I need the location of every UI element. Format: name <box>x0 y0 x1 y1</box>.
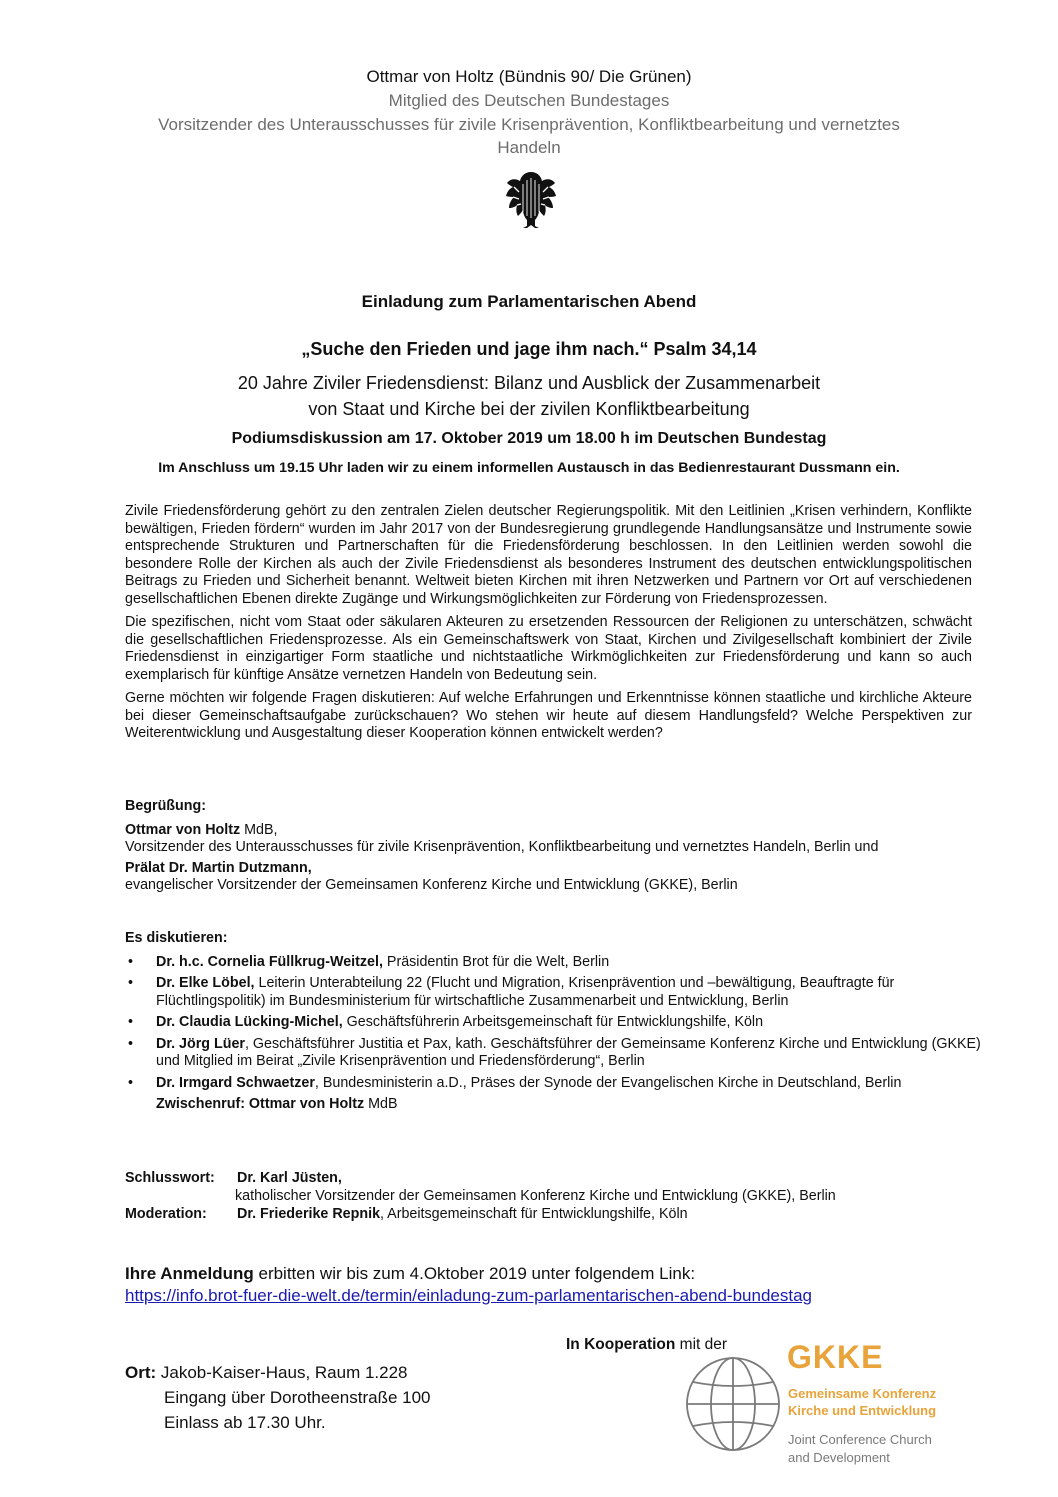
greeting-person-1: Ottmar von Holtz MdB, <box>125 821 278 838</box>
bullet-icon: • <box>128 1035 134 1052</box>
list-item: • Dr. Claudia Lücking-Michel, Geschäftsführerin Arbeitsgemeinschaft für Entwicklungshilfe, Köln <box>128 1014 764 1030</box>
list-item: • Dr. Elke Löbel, Leiterin Unterabteilung 22 (Flucht und Migration, Krisenprävention und –bewältigung, Beauftragte für Flüchtlingspolitik) im Bundesministerium für wirtschaftliche Zusammenarbeit und Entwicklung, Berlin <box>128 975 895 1009</box>
closing-role: katholischer Vorsitzender der Gemeinsamen Konferenz Kirche und Entwicklung (GKKE), Berlin <box>235 1188 836 1204</box>
greeting-section <box>125 798 985 895</box>
invitation-subtitle-2: von Staat und Kirche bei der zivilen Konfliktbearbeitung <box>308 399 750 419</box>
mp-committee: Vorsitzender des Unterausschusses für zivile Krisenprävention, Konfliktbearbeitung und vernetztes <box>158 115 900 134</box>
greeting-person-1-role: Vorsitzender des Unterausschusses für zivile Krisenprävention, Konfliktbearbeitung und vernetztes Handeln, Berlin und <box>125 839 879 855</box>
registration-link[interactable]: https://info.brot-fuer-die-welt.de/termin/einladung-zum-parlamentarischen-abend-bundestag <box>125 1286 812 1305</box>
bullet-icon: • <box>128 1014 134 1030</box>
gkke-acronym: GKKE <box>787 1339 884 1375</box>
bullet-icon: • <box>128 953 134 970</box>
cooperation-note: In Kooperation mit der <box>566 1336 728 1353</box>
bullet-icon: • <box>128 975 134 991</box>
invitation-subtitle-1: 20 Jahre Ziviler Friedensdienst: Bilanz und Ausblick der Zusammenarbeit <box>237 373 821 393</box>
body-text <box>125 503 972 749</box>
panel-heading: Es diskutieren: <box>125 930 228 946</box>
list-item: • Dr. Jörg Lüer, Geschäftsführer Justitia et Pax, kath. Geschäftsführer der Gemeinsame Konferenz Kirche und Entwicklung (GKKE) und Mitglied im Beirat „Zivile Krisenprävention und Friedensförderung“, Berlin <box>128 1035 981 1069</box>
location: Ort: Jakob-Kaiser-Haus, Raum 1.228 Eingang über Dorotheenstraße 100 Einlass ab 17.30 Uhr. <box>125 1363 431 1432</box>
greeting-person-2-role: evangelischer Vorsitzender der Gemeinsamen Konferenz Kirche und Entwicklung (GKKE), Berlin <box>125 877 738 893</box>
mp-role: Mitglied des Deutschen Bundestages <box>388 91 670 110</box>
closing-word: Schlusswort: Dr. Karl Jüsten, <box>125 1170 342 1186</box>
closing-section <box>125 1170 1005 1224</box>
invitation-motto: „Suche den Frieden und jage ihm nach.“ Psalm 34,14 <box>301 339 757 359</box>
mp-name: Ottmar von Holtz (Bündnis 90/ Die Grünen) <box>366 67 692 86</box>
body-paragraph-2: Die spezifischen, nicht vom Staat oder säkularen Akteuren zu ersetzenden Ressourcen der Religionen zu unterschätzen, schwächt die gesellschaftlichen Friedensprozesse. Als ein Gemeinschaftswerk von Staat, Kirchen und Zivilgesellschaft kombiniert der Zivile Friedensdienst in einzigartiger Form staatliche und nichtstaatliche Wirkmöglichkeiten zur Friedensförderung und kann so auch exemplarisch für künftige Ansätze vernetzen Handeln von Bedeutung sein. <box>125 614 972 683</box>
gkke-name-de: Gemeinsame Konferenz Kirche und Entwicklung <box>788 1386 937 1418</box>
body-paragraph-3: Gerne möchten wir folgende Fragen diskutieren: Auf welche Erfahrungen und Erkenntnisse können staatliche und kirchliche Akteure bei dieser Gemeinschaftsaufgabe zurückschauen? Wo stehen wir heute auf diesem Handlungsfeld? Welche Perspektiven zur Weiterentwicklung und Ausgestaltung dieser Kooperation können entwickelt werden? <box>125 690 972 741</box>
globe-icon <box>683 1354 783 1454</box>
bullet-icon: • <box>128 1074 134 1091</box>
invitation-title: Einladung zum Parlamentarischen Abend <box>361 292 697 311</box>
list-item: • Dr. Irmgard Schwaetzer, Bundesministerin a.D., Präses der Synode der Evangelischen Kirche in Deutschland, Berlin <box>128 1074 902 1091</box>
body-paragraph-1: Zivile Friedensförderung gehört zu den zentralen Zielen deutscher Regierungspolitik. Mit den Leitlinien „Krisen verhindern, Konflikte bewältigen, Frieden fördern“ wurden im Jahr 2017 von der Bundesregierung grundlegende Handlungsansätze und Instrumente sowie entsprechende Strukturen und Partnerschaften für die Friedensförderung beschlossen. In den Leitlinien werden sowohl die besondere Rolle der Kirchen als auch der Zivile Friedensdienst als besonderes Instrument des deutschen entwicklungspolitischen Beitrags zu Frieden und Sicherheit benannt. Weltweit bieten Kirchen mit ihren Netzwerken und Partnern vor Ort auf verschiedenen gesellschaftlichen Ebenen direkte Zugänge und Wirkungsmöglichkeiten zur Förderung von Friedensprozessen. <box>125 503 972 607</box>
interjection: Zwischenruf: Ottmar von Holtz MdB <box>156 1096 398 1112</box>
panel-section <box>125 930 987 1114</box>
event-datetime: Podiumsdiskussion am 17. Oktober 2019 um 18.00 h im Deutschen Bundestag <box>231 430 827 447</box>
registration: Ihre Anmeldung erbitten wir bis zum 4.Oktober 2019 unter folgendem Link: https://info.brot-fuer-die-welt.de/termin/einladung-zum-parlamentarischen-abend-bundestag <box>125 1264 812 1305</box>
mp-committee-cont: Handeln <box>497 138 561 157</box>
list-item: • Dr. h.c. Cornelia Füllkrug-Weitzel, Präsidentin Brot für die Welt, Berlin <box>128 953 610 970</box>
federal-eagle-icon <box>505 168 557 230</box>
event-followup: Im Anschluss um 19.15 Uhr laden wir zu einem informellen Austausch in das Bedienrestaurant Dussmann ein. <box>158 460 900 476</box>
gkke-name-en: Joint Conference Church and Development <box>788 1432 932 1465</box>
greeting-person-2: Prälat Dr. Martin Dutzmann, <box>125 859 312 876</box>
moderation: Moderation: Dr. Friederike Repnik, Arbeitsgemeinschaft für Entwicklungshilfe, Köln <box>125 1205 688 1222</box>
greeting-heading: Begrüßung: <box>125 798 206 814</box>
panel-list <box>125 954 987 1093</box>
